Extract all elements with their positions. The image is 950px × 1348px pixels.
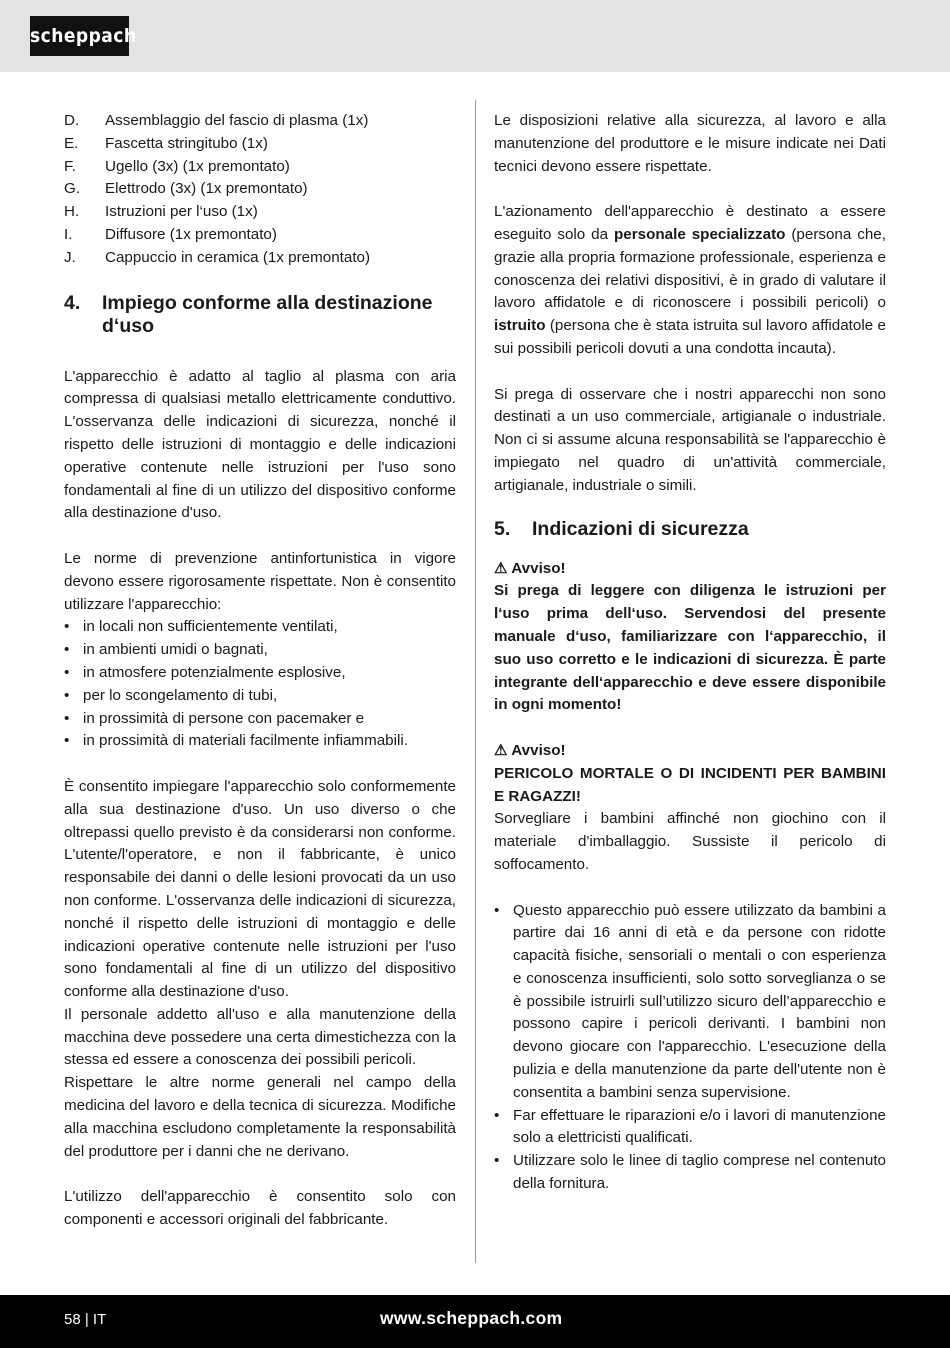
paragraph: Si prega di osservare che i nostri apparecchi non sono destinati a un uso commerciale, artigianale o industriale. Non ci si assume alcuna responsabilità se l'apparecchio è impiegato nel quadro di un'attività commerciale, artigianale, industriale o simili. (494, 385, 886, 494)
warning-title: PERICOLO MORTALE O DI INCIDENTI PER BAMBINI E RAGAZZI! (494, 764, 886, 805)
paragraph: Le disposizioni relative alla sicurezza, al lavoro e alla manutenzione del produttore e le misure indicate nei Dati tecnici devono essere rispettate. (494, 112, 886, 175)
website-link[interactable]: www.scheppach.com (380, 1308, 563, 1328)
parts-list-item: F. Ugello (3x) (1x premontato) (64, 157, 290, 175)
parts-list-item: E. Fascetta stringitubo (1x) (64, 134, 268, 152)
section-4-heading: 4. Impiego conforme alla destinazione d‘uso (64, 291, 433, 337)
column-divider (475, 100, 476, 1263)
paragraph: È consentito impiegare l'apparecchio solo conformemente alla sua destinazione d'uso. Un uso diverso o che oltrepassi quello previsto è da considerarsi non conforme. L'utente/l'operatore, e non il fabbricante, è unico responsabile dei danni o delle lesioni provocati da un uso non conforme. L'osservanza delle indicazioni di sicurezza, nonché il rispetto delle istruzioni di montaggio e delle indicazioni operative contenute nelle istruzioni per l'uso sono fondamentali al fine di un utilizzo del dispositivo conforme alla destinazione d'uso. (64, 777, 456, 1001)
warning-label: ⚠ Avviso! (494, 741, 566, 759)
parts-list-item: G. Elettrodo (3x) (1x premontato) (64, 180, 308, 198)
bullet-item: • in ambienti umidi o bagnati, (64, 641, 268, 659)
paragraph: L'azionamento dell'apparecchio è destinato a essere eseguito solo da personale specializzato (persona che, grazie alla propria formazione professionale, esperienza e conoscenza dei relativi dispositivi, è in grado di valutare il lavoro affidatole e di riconoscere i possibili pericoli) o istruito (persona che è stata istruita sul lavoro affidatole e sui possibili pericoli dovuti a una condotta incauta). (494, 203, 886, 357)
bullet-item: • in prossimità di materiali facilmente infiammabili. (64, 732, 408, 750)
page-header (0, 0, 950, 72)
parts-list-item: J. Cappuccio in ceramica (1x premontato) (64, 248, 371, 266)
page-number: 58 | IT (64, 1311, 107, 1328)
bullet-item: • Utilizzare solo le linee di taglio comprese nel contenuto della fornitura. (494, 1152, 886, 1193)
page-footer (0, 1295, 950, 1348)
paragraph: Rispettare le altre norme generali nel campo della medicina del lavoro e della tecnica di sicurezza. Modifiche alla macchina escludono completamente la responsabilità del produttore per i danni che ne derivano. (64, 1074, 456, 1160)
warning-text: Si prega di leggere con diligenza le istruzioni per l‘uso prima dell‘uso. Servendosi del presente manuale d‘uso, familiarizzare con l‘apparecchio, il suo uso corretto e le indicazioni di sicurezza. È parte integrante dell‘apparecchio e deve essere disponibile in ogni momento! (494, 582, 886, 714)
scheppach-logo: scheppach (30, 16, 129, 56)
paragraph: Il personale addetto all'uso e alla manutenzione della macchina deve possedere una certa dimestichezza con la stessa ed essere a conoscenza dei possibili pericoli. (64, 1005, 456, 1069)
warning-label: ⚠ Avviso! (494, 559, 566, 577)
bullet-item: • in prossimità di persone con pacemaker e (64, 709, 365, 727)
parts-list-item: D. Assemblaggio del fascio di plasma (1x) (64, 112, 369, 129)
paragraph: Sorvegliare i bambini affinché non giochino con il materiale d'imballaggio. Sussiste il pericolo di soffocamento. (494, 810, 886, 873)
paragraph: L'apparecchio è adatto al taglio al plasma con aria compressa di qualsiasi metallo elettricamente conduttivo. L'osservanza delle indicazioni di sicurezza, nonché il rispetto delle istruzioni di montaggio e delle indicazioni operative contenute nelle istruzioni per l'uso sono fondamentali al fine di un utilizzo del dispositivo conforme alla destinazione d'uso. (64, 367, 456, 522)
paragraph: Le norme di prevenzione antinfortunistica in vigore devono essere rigorosamente rispettate. Non è consentito utilizzare l'apparecchio: (64, 549, 456, 613)
parts-list-item: H. Istruzioni per l‘uso (1x) (64, 203, 258, 221)
bullet-item: • in atmosfere potenzialmente esplosive, (64, 663, 346, 681)
bullet-item: • Questo apparecchio può essere utilizzato da bambini a partire dai 16 anni di età e da persone con ridotte capacità fisiche, sensoriali o mentali o con esperienza e conoscenza insufficienti, solo sotto sorveglianza o se è possibile istruirli sull’utilizzo sicuro dell’apparecchio e possono capire i pericoli derivanti. I bambini non devono giocare con l'apparecchio. L'esecuzione della pulizia e della manutenzione da parte dell'utente non è consentita a bambini senza supervisione. (494, 901, 886, 1101)
section-5-heading: 5. Indicazioni di sicurezza (494, 517, 749, 540)
bullet-item: • Far effettuare le riparazioni e/o i lavori di manutenzione solo a elettricisti qualificati. (494, 1106, 886, 1147)
right-column (494, 110, 886, 1196)
left-column (64, 110, 456, 1232)
warning-icon: ⚠ (494, 741, 508, 759)
warning-icon: ⚠ (494, 559, 508, 577)
parts-list-item: I. Diffusore (1x premontato) (64, 225, 277, 243)
bullet-item: • in locali non sufficientemente ventilati, (64, 618, 338, 636)
paragraph: L'utilizzo dell'apparecchio è consentito solo con componenti e accessori originali del fabbricante. (64, 1188, 456, 1229)
bullet-item: • per lo scongelamento di tubi, (64, 686, 278, 704)
